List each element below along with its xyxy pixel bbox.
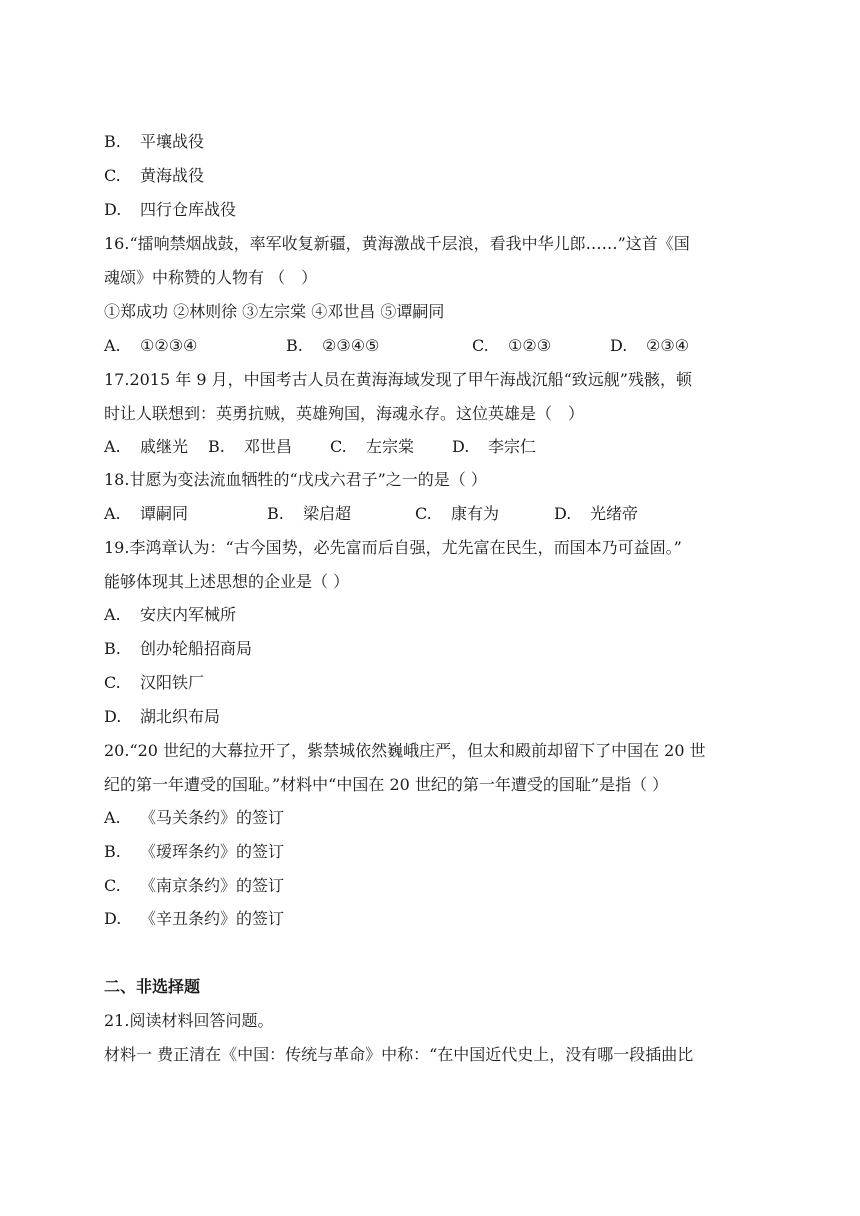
- option-b: [286, 335, 472, 357]
- option-text: 戚继光: [140, 437, 189, 456]
- option-b: [104, 131, 204, 153]
- option-text: 《马关条约》的签订: [140, 808, 285, 827]
- option-c: [104, 165, 204, 187]
- option-text: 安庆内军械所: [140, 605, 237, 624]
- option-letter: B.: [267, 504, 284, 523]
- question-16-items: ①郑成功 ②林则徐 ③左宗棠 ④邓世昌 ⑤谭嗣同: [104, 302, 445, 321]
- option-letter: C.: [415, 504, 432, 523]
- option-letter: A.: [104, 605, 121, 624]
- option-a: [104, 335, 286, 357]
- option-letter: D.: [104, 200, 122, 219]
- option-a: [104, 503, 267, 525]
- question-17-stem: 17.2015 年 9 月，中国考古人员在黄海海域发现了甲午海战沉船“致远舰”残骸，顿: [104, 370, 692, 389]
- option-letter: A.: [104, 437, 121, 456]
- question-20-stem: 20.“20 世纪的大幕拉开了，紫禁城依然巍峨庄严，但太和殿前却留下了中国在 20 世: [104, 741, 706, 760]
- option-b: [104, 638, 252, 660]
- option-text: 梁启超: [303, 504, 352, 523]
- option-c: [104, 875, 284, 897]
- option-d: [104, 199, 236, 221]
- option-text: 李宗仁: [488, 437, 537, 456]
- option-letter: C.: [104, 876, 121, 895]
- option-text: 《辛丑条约》的签订: [140, 909, 285, 928]
- option-letter: D.: [554, 504, 572, 523]
- option-text: 谭嗣同: [140, 504, 189, 523]
- option-letter: C.: [330, 437, 347, 456]
- option-c: [472, 335, 610, 357]
- question-18-options: [104, 503, 638, 525]
- option-c: [415, 503, 554, 525]
- option-b: [208, 436, 330, 458]
- option-text: ②③④⑤: [322, 336, 380, 355]
- option-letter: C.: [472, 336, 489, 355]
- option-letter: D.: [452, 437, 470, 456]
- question-18-stem: 18.甘愿为变法流血牺牲的“戊戌六君子”之一的是（ ）: [104, 470, 487, 489]
- option-letter: A.: [104, 808, 121, 827]
- option-text: ①②③④: [140, 336, 198, 355]
- option-a: [104, 807, 284, 829]
- option-text: 平壤战役: [140, 132, 205, 151]
- option-text: 创办轮船招商局: [140, 639, 253, 658]
- option-d: [452, 436, 536, 458]
- option-text: 邓世昌: [244, 437, 293, 456]
- option-text: 左宗棠: [366, 437, 415, 456]
- option-c: [330, 436, 452, 458]
- question-19-stem: 19.李鸿章认为：“古今国势，必先富而后自强，尤先富在民生，而国本乃可益固。”: [104, 538, 682, 557]
- option-text: 《瑷珲条约》的签订: [140, 842, 285, 861]
- option-text: 康有为: [451, 504, 500, 523]
- question-19-stem-cont: 能够体现其上述思想的企业是（ ）: [104, 572, 350, 591]
- option-letter: B.: [104, 132, 121, 151]
- section-title: 二、非选择题: [104, 977, 201, 996]
- option-letter: C.: [104, 673, 121, 692]
- question-17-options: [104, 436, 536, 458]
- question-16-stem-cont: 魂颂》中称赞的人物有 （ ）: [104, 268, 318, 287]
- option-letter: D.: [104, 909, 122, 928]
- option-text: 汉阳铁厂: [140, 673, 205, 692]
- option-b: [104, 841, 284, 863]
- option-d: [104, 908, 284, 930]
- option-letter: A.: [104, 336, 121, 355]
- option-letter: D.: [610, 336, 628, 355]
- question-21-stem: 21.阅读材料回答问题。: [104, 1011, 274, 1030]
- question-16-stem: 16.“擂响禁烟战鼓，率军收复新疆，黄海激战千层浪，看我中华儿郎……”这首《国: [104, 234, 690, 253]
- option-text: ②③④: [646, 336, 690, 355]
- question-16-options: [104, 335, 689, 357]
- question-20-stem-cont: 纪的第一年遭受的国耻。”材料中“中国在 20 世纪的第一年遭受的国耻”是指（ ）: [104, 775, 669, 794]
- option-letter: A.: [104, 504, 121, 523]
- option-letter: B.: [286, 336, 303, 355]
- option-letter: C.: [104, 166, 121, 185]
- option-text: 湖北织布局: [140, 707, 221, 726]
- option-text: 四行仓库战役: [140, 200, 237, 219]
- question-17-stem-cont: 时让人联想到：英勇抗贼，英雄殉国，海魂永存。这位英雄是（ ）: [104, 404, 585, 423]
- option-a: [104, 436, 208, 458]
- material-1: 材料一 费正清在《中国：传统与革命》中称：“在中国近代史上，没有哪一段插曲比: [104, 1045, 694, 1064]
- option-letter: D.: [104, 707, 122, 726]
- option-d: [104, 706, 220, 728]
- option-text: 光绪帝: [590, 504, 639, 523]
- option-text: 黄海战役: [140, 166, 205, 185]
- option-letter: B.: [104, 842, 121, 861]
- option-d: [610, 335, 689, 357]
- option-text: 《南京条约》的签订: [140, 876, 285, 895]
- option-text: ①②③: [508, 336, 552, 355]
- option-d: [554, 503, 638, 525]
- option-a: [104, 604, 236, 626]
- option-c: [104, 672, 204, 694]
- option-b: [267, 503, 415, 525]
- option-letter: B.: [104, 639, 121, 658]
- option-letter: B.: [208, 437, 225, 456]
